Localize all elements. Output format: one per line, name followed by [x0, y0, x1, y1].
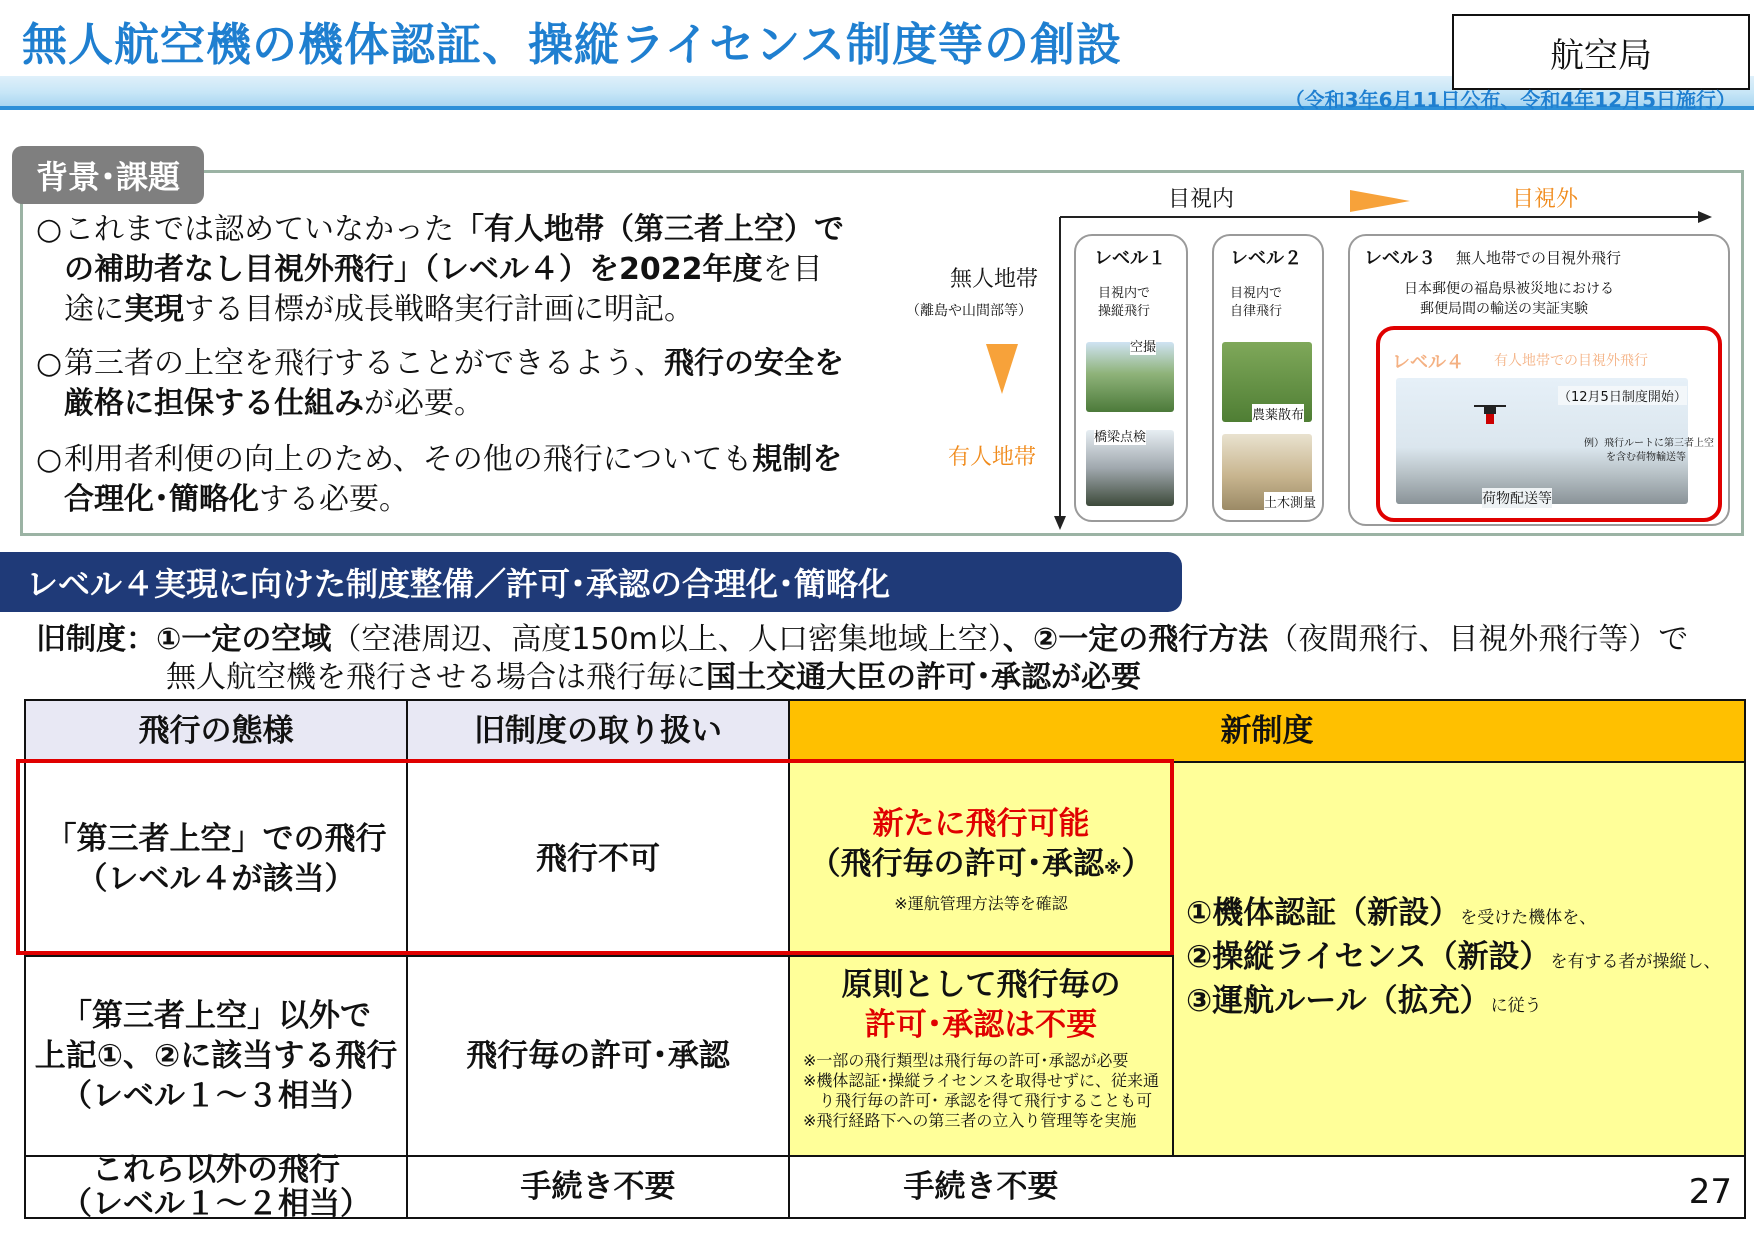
- bullet-item-1: [36, 210, 844, 330]
- requirement-item: [1186, 893, 1742, 937]
- bullet-emphasis: 実現: [124, 292, 184, 327]
- page-title: 無人航空機の機体認証、操縦ライセンス制度等の創設: [22, 18, 1122, 71]
- table-header-text: 飛行の態様: [138, 713, 294, 749]
- level1-desc: 操縦飛行: [1098, 304, 1151, 319]
- row2-note: ※飛行経路下への第三者の立入り管理等を実施: [803, 1111, 1137, 1130]
- level3-title: レベル３: [1364, 248, 1436, 269]
- row2-note: り飛行毎の許可･ 承認を得て飛行することも可: [819, 1091, 1153, 1110]
- row1-old-text: 飛行不可: [536, 841, 660, 877]
- row3-mode-cell: [26, 1152, 406, 1222]
- old-system-text: 無人航空機を飛行させる場合は飛行毎に: [166, 660, 706, 695]
- bullet-text: する必要。: [259, 482, 409, 517]
- drone-icon: [1470, 398, 1510, 428]
- row1-new-note: ※運航管理方法等を確認: [894, 894, 1068, 913]
- table-header-cell: [26, 701, 406, 761]
- level2-photo-label: 土木測量: [1264, 492, 1316, 511]
- unmanned-zone-label: 無人地帯: [950, 267, 1039, 292]
- row3-mode-text: これら以外の飛行: [92, 1152, 340, 1188]
- table-header-cell: [408, 701, 788, 761]
- level1-desc: 目視内で: [1098, 286, 1151, 301]
- level3-desc: 日本郵便の福島県被災地における: [1404, 281, 1614, 297]
- row2-mode-text: 上記①、②に該当する飛行: [34, 1038, 398, 1074]
- row2-note: ※一部の飛行類型は飛行毎の許可･承認が必要: [803, 1051, 1129, 1070]
- level4-start-date: （12月5日制度開始）: [1558, 386, 1687, 405]
- row2-old-text: 飛行毎の許可･承認: [466, 1038, 730, 1074]
- level-diagram: [890, 172, 1736, 532]
- bullet-text: これまでは認めていなかった: [64, 212, 454, 247]
- bullet-text: 第三者の上空を飛行することができるよう、: [64, 346, 664, 381]
- page-number: 27: [1688, 1172, 1732, 1212]
- background-label: 背景･課題: [12, 146, 204, 204]
- row2-old-cell: [408, 957, 788, 1155]
- bullet-text: 利用者利便の向上のため、その他の飛行についても: [64, 442, 753, 477]
- row2-new-text: 原則として飛行毎の: [841, 967, 1121, 1003]
- organization-badge: 航空局: [1452, 14, 1750, 90]
- bullet-emphasis: 「有人地帯（第三者上空）で: [454, 212, 844, 247]
- level4-example: を含む荷物輸送等: [1606, 452, 1686, 463]
- row2-mode-cell: [26, 957, 406, 1155]
- level1-photo-label: 空撮: [1130, 336, 1156, 355]
- level4-subtitle: 有人地帯での目視外飛行: [1494, 353, 1648, 369]
- row2-new-cell: [790, 957, 1172, 1155]
- row2-new-headline: 許可･承認は不要: [864, 1007, 1098, 1043]
- old-system-text: （夜間飛行、目視外飛行等）で: [1268, 622, 1689, 657]
- level3-subtitle: 無人地帯での目視外飛行: [1456, 249, 1622, 267]
- level2-title: レベル２: [1230, 248, 1302, 269]
- old-system-label: 旧制度：: [36, 622, 156, 657]
- out-sight-label: 目視外: [1512, 187, 1579, 212]
- row2-mode-text: （レベル１～３相当）: [61, 1078, 371, 1114]
- level2-photo-label: 農薬散布: [1252, 404, 1304, 423]
- bullet-circle: ○: [36, 212, 63, 247]
- table-header-cell: [790, 701, 1744, 761]
- requirement-item: [1186, 937, 1742, 981]
- bullet-circle: ○: [36, 346, 63, 381]
- section-header-bar: レベル４実現に向けた制度整備／許可･承認の合理化･簡略化: [0, 552, 1182, 612]
- right-arrow-icon: [1350, 190, 1410, 212]
- table-header-text: 新制度: [1220, 713, 1314, 749]
- bullet-emphasis: 合理化･簡略化: [64, 482, 259, 517]
- level1-photo-label: 橋梁点検: [1094, 426, 1146, 445]
- table-header-text: 旧制度の取り扱い: [474, 713, 722, 749]
- level4-highlight-frame: [16, 759, 1174, 955]
- bullet-circle: ○: [36, 442, 63, 477]
- bullet-text: 途に: [64, 292, 124, 327]
- row2-notes: [803, 1051, 1159, 1131]
- level4-example: 例）飛行ルートに第三者上空: [1584, 438, 1714, 449]
- requirement-item: [1186, 981, 1742, 1025]
- new-system-requirements: [1186, 893, 1742, 1025]
- old-system-emphasis: ①一定の空域: [156, 622, 332, 657]
- row3-old-cell: [408, 1157, 788, 1217]
- requirement-title: ③運航ルール（拡充）: [1186, 983, 1491, 1019]
- row1-mode-text: （レベル４が該当）: [76, 861, 356, 897]
- bullet-emphasis: 飛行の安全を: [664, 346, 844, 381]
- manned-zone-label: 有人地帯: [948, 445, 1037, 470]
- row3-old-text: 手続き不要: [520, 1169, 676, 1205]
- bullet-item-3: [36, 440, 842, 520]
- level4-title: レベル４: [1392, 352, 1464, 373]
- old-system-emphasis: 国土交通大臣の許可･承認が必要: [706, 660, 1141, 695]
- bullet-emphasis: 規制を: [752, 442, 843, 477]
- row2-note: ※機体認証･操縦ライセンスを取得せずに、従来通: [803, 1071, 1159, 1090]
- bullet-emphasis: 厳格に担保する仕組み: [64, 386, 364, 421]
- row2-mode-text: 「第三者上空」以外で: [61, 998, 371, 1034]
- requirement-title: ①機体認証（新設）: [1186, 895, 1461, 931]
- publication-dates: （令和3年6月11日公布、令和4年12月5日施行）: [1284, 88, 1736, 112]
- row3-new-cell: [790, 1157, 1172, 1217]
- regulation-table: [24, 699, 1746, 1222]
- level2-desc: 自律飛行: [1230, 304, 1283, 319]
- bullet-emphasis: の補助者なし目視外飛行」（レベル４）を2022年度: [64, 252, 763, 287]
- row3-new-text: 手続き不要: [903, 1169, 1059, 1205]
- bullet-text: が必要。: [364, 386, 484, 421]
- in-sight-label: 目視内: [1168, 187, 1235, 212]
- requirement-text: を有する者が操縦し、: [1550, 952, 1721, 972]
- requirement-text: に従う: [1490, 996, 1542, 1016]
- note-mark: ※: [1104, 858, 1122, 879]
- old-system-text: （空港周辺、高度150m以上、人口密集地域上空）: [331, 622, 1003, 657]
- old-system-line-2: [166, 652, 1141, 696]
- level2-desc: 目視内で: [1230, 286, 1283, 301]
- row1-new-text-part: （飛行毎の許可･承認: [809, 846, 1104, 882]
- requirement-text: を受けた機体を、: [1460, 908, 1597, 928]
- requirement-title: ②操縦ライセンス（新設）: [1186, 939, 1551, 975]
- bullet-text: する目標が成長戦略実行計画に明記。: [184, 292, 694, 327]
- down-arrow-icon: [986, 344, 1018, 394]
- level1-title: レベル１: [1094, 248, 1166, 269]
- unmanned-zone-sublabel: （離島や山間部等）: [906, 303, 1032, 319]
- row1-mode-text: 「第三者上空」での飛行: [45, 821, 387, 857]
- row1-new-text-part: ）: [1121, 846, 1153, 882]
- row3-mode-text: （レベル１～２相当）: [61, 1186, 371, 1222]
- bullet-text: を目: [762, 252, 823, 287]
- row1-new-headline: 新たに飛行可能: [872, 806, 1090, 842]
- level4-photo-label: 荷物配送等: [1482, 488, 1552, 508]
- old-system-emphasis: 、②一定の飛行方法: [1002, 622, 1269, 657]
- bullet-item-2: [36, 344, 844, 424]
- level3-desc: 郵便局間の輸送の実証実験: [1420, 301, 1588, 317]
